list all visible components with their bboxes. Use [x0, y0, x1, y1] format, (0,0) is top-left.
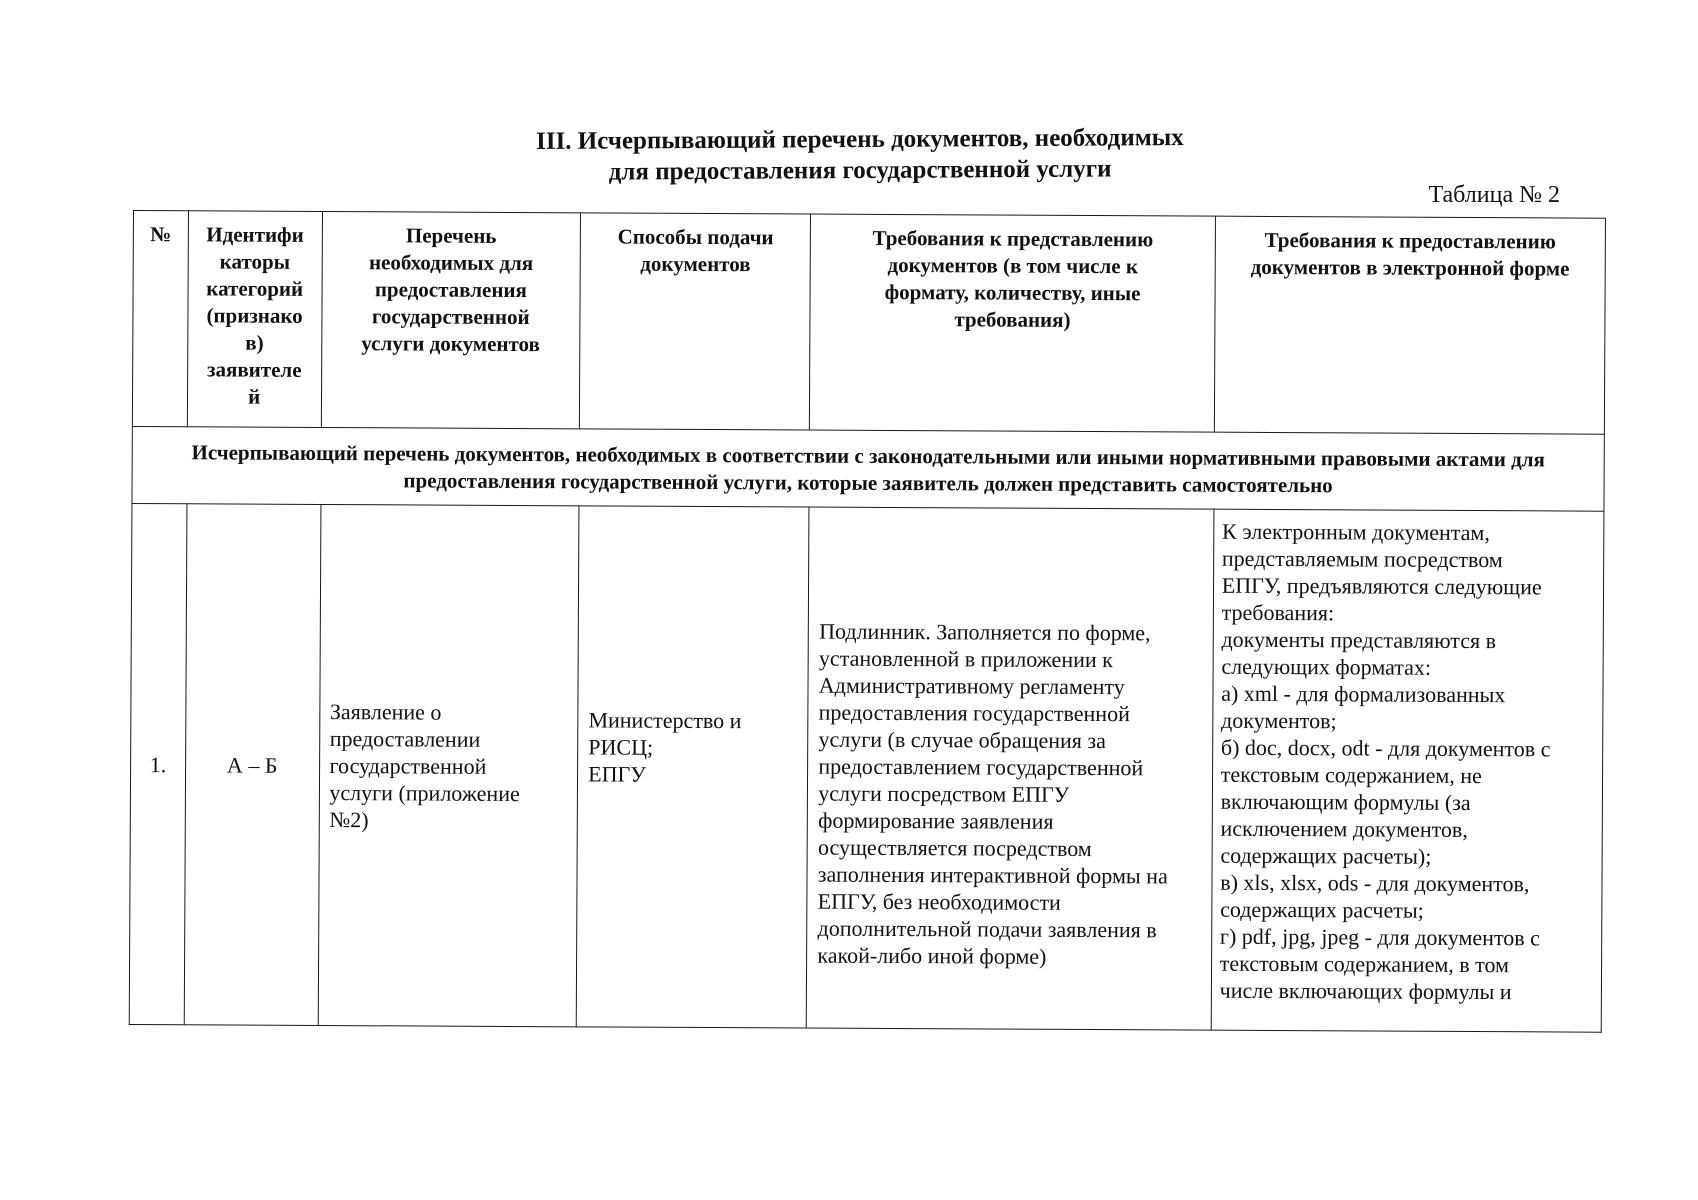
section-title	[360, 121, 1360, 189]
table-row	[129, 503, 1604, 1032]
section-row-text: Исчерпывающий перечень документов, необходимых в соответствии с законодательными или иными нормативными правовыми актами для предоставления государственной услуги, которые заявитель должен представить самостоятельно	[132, 426, 1604, 511]
cell-electronic-requirements: К электронным документам, представляемым посредством ЕПГУ, предъявляются следующие требования: документы представляются в следующих форматах: а) xml - для формализованных документов; б) doc, docx, odt - для документов с текстовым содержанием, не включающим формулы (за исключением документов, содержащих расчеты); в) xls, xlsx, ods - для документов, содержащих расчеты; г) pdf, jpg, jpeg - для документов с текстовым содержанием, в том числе включающих формулы и	[1211, 509, 1604, 1032]
header-number: №	[132, 211, 188, 427]
header-submission-methods: Способы подачи документов	[580, 213, 811, 430]
header-document-list: Перечень необходимых для предоставления государственной услуги документов	[321, 211, 581, 428]
section-title-line-2: для предоставления государственной услуги	[608, 155, 1112, 186]
header-electronic-requirements: Требования к предоставлению документов в электронной форме	[1214, 216, 1605, 434]
header-submission-requirements: Требования к представлению документов (в том числе к формату, количеству, иные требования)	[810, 214, 1216, 432]
cell-submission: Министерство и РИСЦ; ЕПГУ	[576, 506, 809, 1028]
header-applicant-identifiers: Идентифи каторы категорий (признако в) заявителе й	[187, 211, 322, 428]
cell-document: Заявление о предоставлении государственной услуги (приложение №2)	[318, 504, 579, 1026]
section-title-line-1: III. Исчерпывающий перечень документов, необходимых	[535, 124, 1184, 155]
cell-requirements: Подлинник. Заполняется по форме, установленной в приложении к Административному регламенту предоставления государственной услуги (в случае обращения за предоставлением государственной услуги посредством ЕПГУ формирование заявления осуществляется посредством заполнения интерактивной формы на ЕПГУ, без необходимости дополнительной подачи заявления в какой-либо иной форме)	[807, 507, 1214, 1030]
documents-table	[129, 210, 1606, 1033]
table-label: Таблица № 2	[1428, 182, 1560, 208]
table-header-row	[132, 211, 1605, 435]
table-section-row	[132, 426, 1604, 511]
cell-identifier: А – Б	[184, 504, 320, 1026]
cell-number: 1.	[129, 503, 187, 1024]
documents-table-wrapper	[129, 210, 1606, 1033]
